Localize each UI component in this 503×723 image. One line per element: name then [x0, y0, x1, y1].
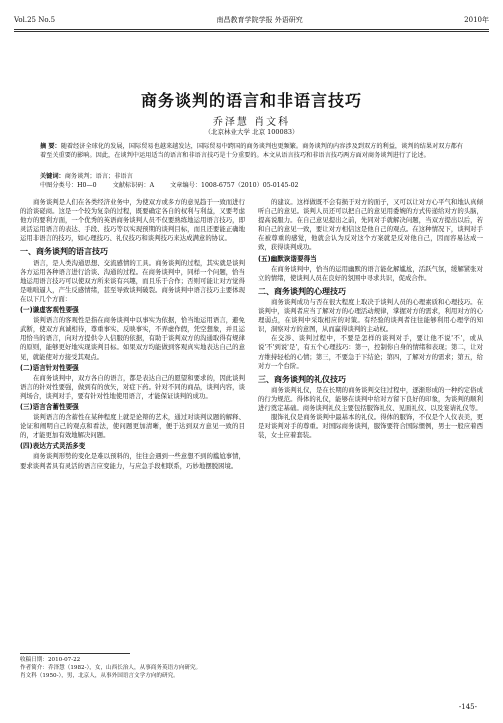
subsection-5-text: 在商务谈判中，恰当的运用幽默的语言能化解尴尬，活跃气氛，缓解紧张对立的情绪，使谈判人员在良好的氛围中寻求共识，促成合作。	[258, 264, 483, 282]
section-2-text-2: 在交涉、谈判过程中，不要是怎样的谈判对手，要让他不说'不'，或从说'不'到说'是'，有五个心理技巧：第一，控制你自身的情绪和表现；第二，让对方维持轻松的心情；第三，不要急于下结论；第四，了解对方的需求；第五，给对方一个台阶。	[258, 334, 483, 370]
section-3-text: 商务谈判礼仪，是在长期的商务谈判交往过程中，逐渐形成的一种约定俗成的行为规范。得体的礼仪，能够在谈判中给对方留下良好的印象，为谈判的顺利进行奠定基础。商务谈判礼仪主要包括服饰礼仪、见面礼仪、以及宴请礼仪等。	[258, 385, 483, 412]
volume-label: Vol.25 No.5	[14, 16, 56, 24]
page-number: -145-	[458, 703, 477, 711]
subheading-5: (五)幽默诙谐要得当	[258, 254, 317, 263]
classification-line	[40, 180, 463, 189]
subheading-2: (二)语言针对性要强	[20, 363, 79, 372]
continued-paragraph: 的建议。这样做既不会有损于对方的面子，又可以让对方心平气和地认真倾听自己的意见。谈判人员还可以把自己的意见用委婉的方式传递给对方的头脑，提高说服力。在自己意见提出之前，先同对手就解决问题，当双方提出以后，若和自己的意见一致，要让对方相信这是他自己的观点。在这种情况下，谈判对手在被尊重的感觉，他就会认为反对这个方案就是反对他自己，因而容易达成一致，获得谈判成功。	[258, 198, 483, 252]
author-bio-2: 肖文科（1950-），男，北京人，从事外国语言文学方向的研究。	[20, 673, 179, 679]
keywords-label: 关键词：	[40, 173, 65, 180]
intro-paragraph: 商务谈判是人们在各类经济业务中，为使双方或多方的意见趋于一致而进行的洽谈磋商。这是一个较为复杂的过程，既要确定各自的权利与利益，又要考虑他方的要利方面，一个优秀的英语商务谈判人员不仅要熟练地运用语言技巧，即灵活运用语言的表达、手段、技巧等以实现预期的谈判目标，而且还要能正确地运用非语言的技巧，如心理技巧、礼仪技巧和谈判技巧来达成满意的协议。	[20, 198, 245, 243]
journal-name: 南昌教育学院学报 外语研究	[216, 16, 303, 24]
section-heading-1: 一、商务谈判的语言技巧	[20, 247, 108, 257]
section-heading-2: 二、商务谈判的心理技巧	[258, 286, 346, 296]
subsection-1-text: 谈判语言的客观性是指在商务谈判中以事实为依据，恰当地运用语言，避免武断，使双方真诚相待，尊重事实、反映事实，不弄虚作假，凭空想象，并且运用恰当的语言，向对方提供令人信服的依据，有助于谈判双方的沟通取得有规律的原则，能够更好地实现谈判目标。如果双方均能做到客观真实地表达自己的意见，就能使对方接受其观点。	[20, 316, 245, 361]
document-code: 文献标识码：A	[112, 182, 155, 189]
running-header	[14, 14, 489, 26]
authors: 乔泽慧 肖文科	[212, 117, 291, 128]
footnote	[20, 656, 245, 680]
author-bio-1: 作者简介：乔泽慧（1982-），女，山西长治人，从事商务英语方向研究。	[20, 665, 202, 671]
section-1-intro: 语言，是人类沟通思想、交流感情的工具。商务谈判的过程，其实就是谈判各方运用各种语言进行洽谈、沟通的过程。在商务谈判中，同样一个问题，恰当地运用语言技巧可以使双方所来谈有兴趣，而且乐于合作；否则可能让对方觉得是咄咄逼人，产生反感情绪，甚至导致谈判破裂。商务谈判中语言技巧主要体现在以下几个方面：	[20, 258, 245, 303]
year-label: 2010年	[464, 16, 489, 24]
clc-code: 中图分类号：H0—0	[40, 182, 97, 189]
section-2-text: 商务谈判成功与否在很大程度上取决于谈判人员的心理素质和心理技巧。在谈判中，谈判者应当了解对方的心理活动规律，掌握对方的需求，利用对方的心理弱点，在谈判中采取相应的对策。有经验的谈判者往往能够利用心理学的知识，洞察对方的意图，从而赢得谈判的主动权。	[258, 297, 483, 334]
abstract-text: 随着经济全球化的发展，国际贸易也越来越发达，国际贸易中跨国的商务谈判也更频繁。商务谈判的内容涉及到双方的利益，谈判的结果对双方都有着至关重要的影响。因此，在谈判中运用适当的语言和非语言技巧是十分重要的。本文从语言技巧和非语言技巧两方面对商务谈判进行了论述。	[40, 143, 464, 159]
left-column	[20, 198, 245, 471]
section-3-text-2: 服饰礼仪是商务谈判中最基本的礼仪。得体的服饰，不仅是个人仪表美，更是对谈判对手的尊重。对国际商务谈判，服饰要符合国际惯例，男士一般应着西装，女士应着套装。	[258, 413, 483, 440]
subheading-4: (四)表达方式灵活多变	[20, 442, 86, 451]
section-heading-3: 三、商务谈判的礼仪技巧	[258, 374, 346, 384]
keywords-text: 商务谈判；语言；非语言	[64, 173, 133, 180]
abstract-label: 摘 要：	[40, 143, 61, 150]
subsection-4-text: 商务谈判形势的变化是难以预料的，往往会遇到一些意想不到的尴尬事情，要求谈判者具有灵活的语言应变能力，与应急手段相联系，巧妙地摆脱困境。	[20, 452, 245, 470]
header-rule-thin	[14, 31, 489, 32]
keywords	[40, 171, 463, 180]
header-rule	[14, 29, 489, 30]
received-date: 收稿日期：2010-07-22	[20, 657, 81, 663]
article-number: 文章编号：1008-6757（2010）05-0145-02	[170, 182, 299, 189]
footnote-rule	[20, 653, 130, 654]
subsection-3-text: 谈判语言的含蓄性在某种程度上就是论辩的艺术，通过对谈判议题的解释、论证和阐明自己的观点和看法，使问题更加清晰，便于达到双方意见一致的目的，才能更加有效地解决问题。	[20, 413, 245, 440]
subheading-3: (三)语言含蓄性要强	[20, 402, 79, 411]
subsection-2-text: 在商务谈判中，双方各自的语言，都是表达自己的愿望和要求的，因此谈判语言的针对性要强，做到有的放矢，对症下药。针对不同的商品，谈判内容，谈判场合，谈判对手，要有针对性地使用语言，才能保证谈判的成功。	[20, 373, 245, 400]
right-column	[258, 198, 483, 440]
affiliation: （北京林业大学 北京 100083）	[204, 128, 299, 136]
abstract	[40, 142, 463, 160]
article-title: 商务谈判的语言和非语言技巧	[140, 91, 362, 110]
subheading-1: (一)谦虚客观性要强	[20, 306, 79, 315]
